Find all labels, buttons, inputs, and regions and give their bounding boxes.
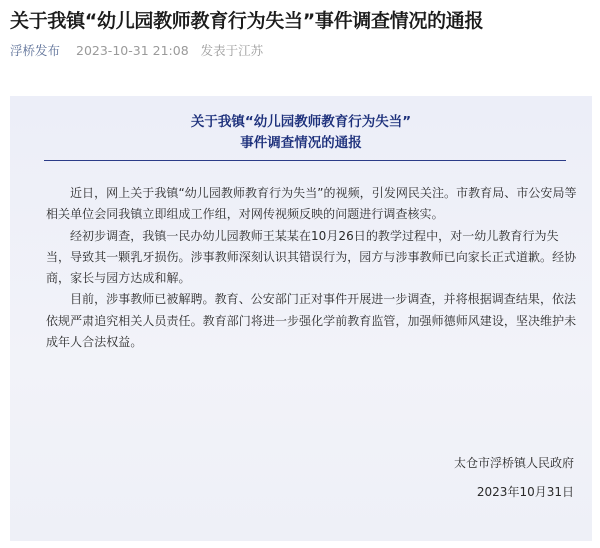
notice-image (10, 96, 592, 541)
notice-title-line-1: 关于我镇“幼儿园教师教育行为失当” (190, 114, 412, 130)
notice-signature-block (454, 455, 574, 500)
signature-org: 太仓市浮桥镇人民政府 (453, 456, 574, 470)
notice-title-line-2: 事件调查情况的通报 (240, 135, 362, 151)
notice-paragraph-3: 目前，涉事教师已被解聘。教育、公安部门正对事件开展进一步调查，并将根据调查结果，依法依规严肃追究相关人员责任。教育部门将进一步强化学前教育监管，加强师德师风建设，坚决维护未成年人合法权益。 (46, 292, 577, 350)
notice-body (46, 183, 580, 353)
signature-date: 2023年10月31日 (476, 485, 574, 499)
article-title: 关于我镇“幼儿园教师教育行为失当”事件调查情况的通报 (10, 10, 484, 32)
publish-location: 发表于江苏 (200, 43, 264, 58)
notice-title (10, 113, 592, 153)
author-link[interactable]: 浮桥发布 (10, 43, 61, 58)
notice-paragraph-1: 近日，网上关于我镇“幼儿园教师教育行为失当”的视频，引发网民关注。市教育局、市公安局等相关单位会同我镇立即组成工作组，对网传视频反映的问题进行调查核实。 (46, 186, 577, 222)
title-divider (44, 160, 566, 161)
notice-paragraph-2: 经初步调查，我镇一民办幼儿园教师王某某在10月26日的教学过程中，对一幼儿教育行为失当，导致其一颗乳牙损伤。涉事教师深刻认识其错误行为，园方与涉事教师已向家长正式道歉。经协商，家长与园方达成和解。 (46, 228, 577, 286)
publish-time: 2023-10-31 21:08 (76, 43, 189, 58)
article-meta (10, 43, 263, 59)
